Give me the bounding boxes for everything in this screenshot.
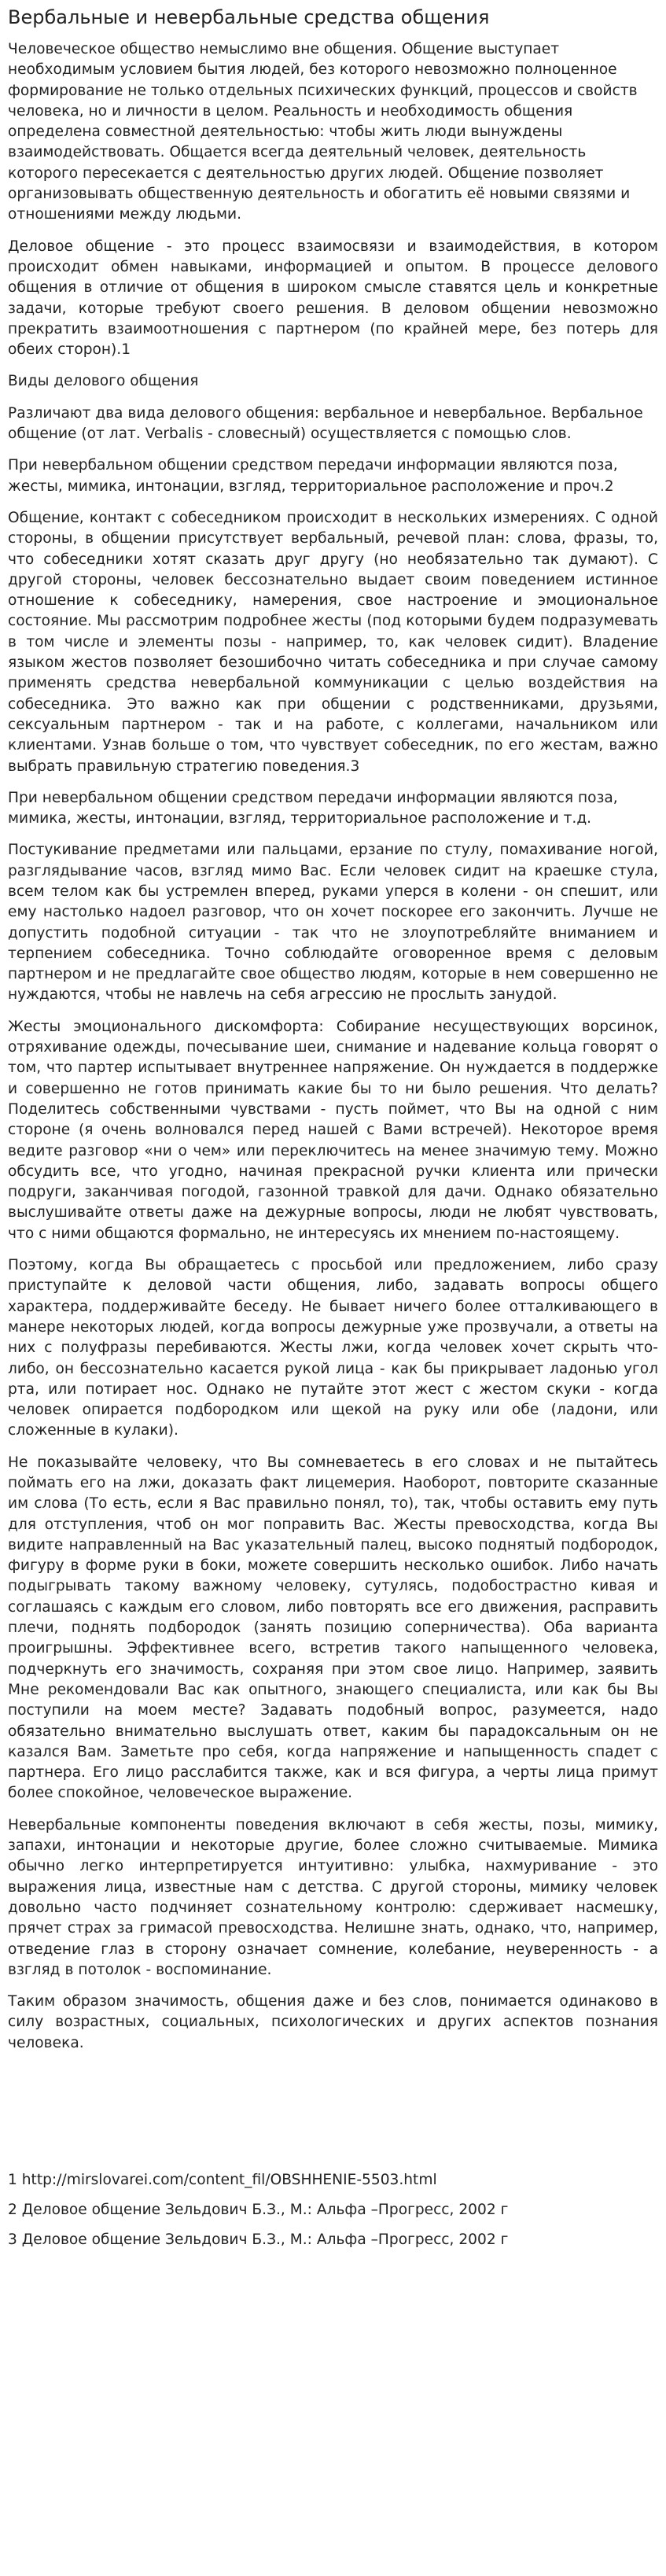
section-heading-types: Виды делового общения — [8, 373, 199, 390]
paragraph-intro: Человеческое общество немыслимо вне общения. Общение выступает необходимым условием бытия людей, без которого невозможно полноценное формирование не только отдельных психических функций, процессов и свойств человека, но и личности в целом. Реальность и необходимость общения определена совместной деятельностью: чтобы жить люди вынуждены взаимодействовать. Общается всегда деятельный человек, деятельность которого пересекается с деятельностью других людей. Общение позволяет организовывать общественную деятельность и обогатить её новыми связями и отношениями между людьми. — [8, 41, 638, 223]
page-spacer — [8, 2065, 658, 2170]
paragraph-nonverbal-means-2: При невербальном общении средством передачи информации являются поза, мимика, жесты, интонации, взгляд, территориальное расположение и т.д. — [8, 789, 618, 827]
footnote-1: 1 http://mirslovarei.com/content_fil/OBSHHENIE-5503.html — [8, 2172, 437, 2189]
footnote-2: 2 Деловое общение Зельдович Б.З., М.: Альфа –Прогресс, 2002 г — [8, 2202, 509, 2219]
paragraph-lie-gestures: Поэтому, когда Вы обращаетесь с просьбой или предложением, либо сразу приступайте к деловой части общения, либо, задавать вопросы общего характера, поддерживайте беседу. Не бывает ничего более отталкивающего в манере некоторых людей, когда вопросы дежурные уже прозвучали, а ответы на них с полуфразы перебиваются. Жесты лжи, когда человек хочет скрыть что-либо, он бессознательно касается рукой лица - как бы прикрывает ладонью угол рта, или потирает нос. Однако не путайте этот жест с жестом скуки - когда человек опирается подбородком или щекой на руку или обе (ладони, или сложенные в кулаки). — [8, 1257, 658, 1439]
paragraph-nonverbal-components: Невербальные компоненты поведения включают в себя жесты, позы, мимику, запахи, интонации и некоторые другие, более сложно считываемые. Мимика обычно легко интерпретируется интуитивно: улыбка, нахмуривание - это выражения лица, известные нам с детства. С другой стороны, мимику человек довольно часто подчиняет сознательному контролю: сдерживает насмешку, прячет страх за гримасой превосходства. Нелишне знать, однако, что, например, отведение глаз в сторону означает сомнение, колебание, неуверенность - а взгляд в потолок - воспоминание. — [8, 1816, 658, 1978]
paragraph-impatience-gestures: Постукивание предметами или пальцами, ерзание по стулу, помахивание ногой, разглядывание часов, взгляд мимо Вас. Если человек сидит на краешке стула, всем телом как бы устремлен вперед, руками уперся в колени - он спешит, или ему настолько надоел разговор, что он хочет поскорее его закончить. Лучше не допустить подобной ситуации - так что не злоупотребляйте вниманием и терпением собеседника. Точно соблюдайте оговоренное время с деловым партнером и не предлагайте свое общество людям, которые в нем совершенно не нуждаются, чтобы не навлечь на себя агрессию не прослыть занудой. — [8, 842, 658, 1004]
paragraph-conclusion: Таким образом значимость, общения даже и без слов, понимается одинаково в силу возрастных, социальных, психологических и других аспектов познания человека. — [8, 1993, 658, 2051]
paragraph-two-types: Различают два вида делового общения: вербальное и невербальное. Вербальное общение (от лат. Verbalis - словесный) осуществляется с помощью слов. — [8, 404, 643, 443]
footnotes-section — [8, 2170, 658, 2250]
document-page — [8, 0, 658, 2260]
paragraph-nonverbal-means: При невербальном общении средством передачи информации являются поза, жесты, мимика, интонации, взгляд, территориальное расположение и проч.2 — [8, 457, 618, 495]
paragraph-business-communication: Деловое общение - это процесс взаимосвязи и взаимодействия, в котором происходит обмен навыками, информацией и опытом. В процессе делового общения в отличие от общения в широком смысле ставятся цель и конкретные задачи, которые требуют своего решения. В деловом общении невозможно прекратить взаимоотношения с партнером (по крайней мере, без потерь для обеих сторон).1 — [8, 238, 658, 359]
footnote-3: 3 Деловое общение Зельдович Б.З., М.: Альфа –Прогресс, 2002 г — [8, 2231, 509, 2249]
paragraph-superiority-gestures: Не показывайте человеку, что Вы сомневаетесь в его словах и не пытайтесь поймать его на лжи, доказать факт лицемерия. Наоборот, повторите сказанные им слова (То есть, если я Вас правильно понял, то), так, чтобы оставить ему путь для отступления, чтоб он мог поправить Вас. Жесты превосходства, когда Вы видите направленный на Вас указательный палец, высоко поднятый подбородок, фигуру в форме руки в боки, можете совершить несколько ошибок. Либо начать подыгрывать такому важному человеку, сутулясь, подобострастно кивая и соглашаясь с каждым его словом, либо повторять все его движения, расправить плечи, поднять подбородок (занять позицию соперничества). Оба варианта проигрышны. Эффективнее всего, встретив такого напыщенного человека, подчеркнуть его значимость, сохраняя при этом свое лицо. Например, заявить Мне рекомендовали Вас как опытного, знающего специалиста, или как бы Вы поступили на моем месте? Задавать подобный вопрос, разумеется, надо обязательно внимательно выслушать ответ, каким бы парадоксальным он не казался Вам. Заметьте про себя, когда напряжение и напыщенность спадет с партнера. Его лицо расслабится также, как и вся фигура, а черты лица примут более спокойное, человеческое выражение. — [8, 1454, 658, 1802]
paragraph-discomfort-gestures: Жесты эмоционального дискомфорта: Собирание несуществующих ворсинок, отряхивание одежды, почесывание шеи, снимание и надевание кольца говорят о том, что партер испытывает внутреннее напряжение. Он нуждается в поддержке и совершенно не готов принимать какие бы то ни было решения. Что делать? Поделитесь собственными чувствами - пусть поймет, что Вы на одной с ним стороне (я очень волновался перед нашей с Вами встречей). Некоторое время ведите разговор «ни о чем» или переключитесь на менее значимую тему. Можно обсудить все, что угодно, начиная прекрасной ручки клиента или прически подруги, заканчивая погодой, газонной травкой для дачи. Однако обязательно выслушивайте ответы даже на дежурные вопросы, люди не любят чувствовать, что с ними общаются формально, не интересуясь их мнением по-настоящему. — [8, 1018, 658, 1242]
document-title: Вербальные и невербальные средства общения — [8, 6, 490, 28]
paragraph-dimensions: Общение, контакт с собеседником происходит в нескольких измерениях. С одной стороны, в общении присутствует вербальный, речевой план: слова, фразы, то, что собеседники хотят сказать друг другу (но необязательно так думают). С другой стороны, человек бессознательно выдает своим поведением истинное отношение к собеседнику, намерения, свое настроение и эмоциональное состояние. Мы рассмотрим подробнее жесты (под которыми будем подразумевать в том числе и элементы позы - например, то, как человек сидит). Владение языком жестов позволяет безошибочно читать собеседника и при случае самому применять средства невербальной коммуникации с целью воздействия на собеседника. Это важно как при общении с родственниками, друзьями, сексуальным партнером - так и на работе, с коллегами, начальником или клиентами. Узнав больше о том, что чувствует собеседник, по его жестам, важно выбрать правильную стратегию поведения.3 — [8, 509, 658, 775]
